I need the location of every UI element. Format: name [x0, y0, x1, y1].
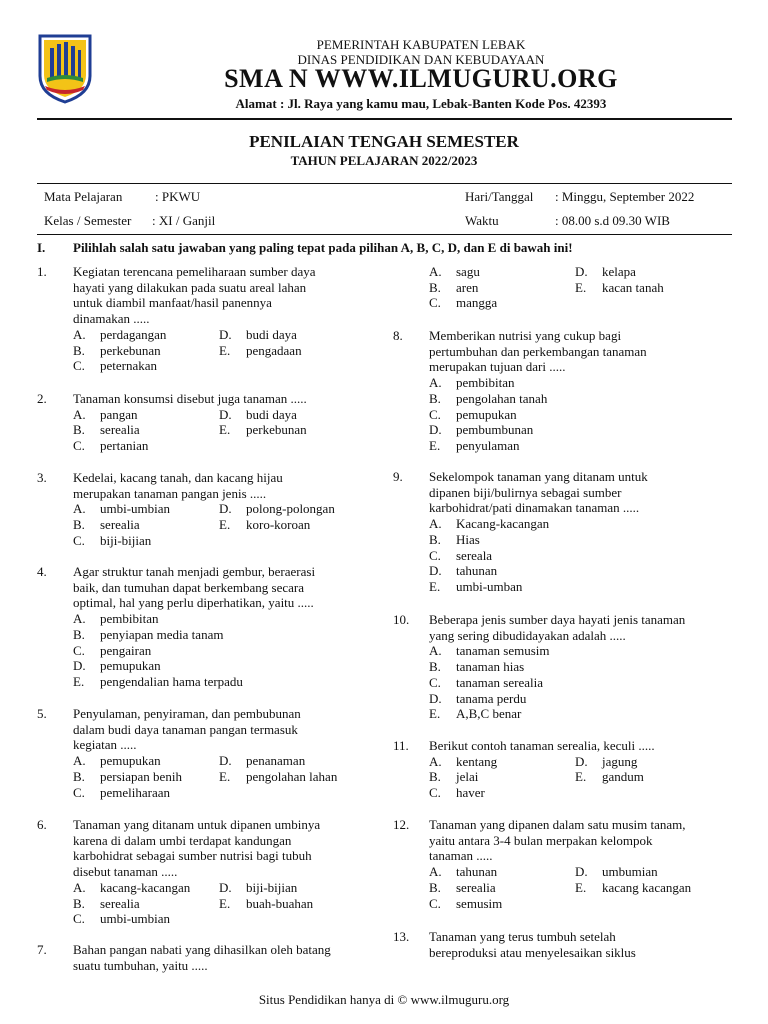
- question-text: Sekelompok tanaman yang ditanam untuk: [429, 469, 648, 484]
- question-text: pertumbuhan dan perkembangan tanaman: [429, 343, 647, 359]
- option-text: budi daya: [246, 326, 297, 342]
- option-letter: C.: [73, 532, 85, 548]
- option-letter: E.: [575, 279, 587, 295]
- option-letter: C.: [429, 895, 441, 911]
- option-text: kacang kacangan: [602, 879, 692, 895]
- question-text: Beberapa jenis sumber daya hayati jenis tanaman: [429, 612, 686, 627]
- option-letter: A.: [429, 643, 442, 659]
- info-bottom-divider: [37, 234, 732, 235]
- option-text: pengadaan: [246, 342, 302, 358]
- question-text: Penyulaman, penyiraman, dan pembubunan: [73, 706, 301, 721]
- question-number: 13.: [393, 929, 410, 944]
- option-letter: B.: [429, 531, 441, 547]
- option-letter: B.: [429, 279, 441, 295]
- option-text: penyulaman: [456, 437, 520, 453]
- question-text: karbohidrat sebagai sumber nutrisi bagi tubuh: [73, 848, 312, 864]
- option-text: tanaman semusim: [456, 643, 550, 659]
- option-text: pengairan: [100, 642, 152, 658]
- option-letter: A.: [73, 406, 86, 422]
- option-text: semusim: [456, 895, 503, 911]
- option-text: serealia: [100, 422, 140, 438]
- option-letter: A.: [73, 753, 86, 769]
- question-text: Berikut contoh tanaman serealia, keculi .....: [429, 738, 655, 753]
- question-text: Tanaman konsumsi disebut juga tanaman .....: [73, 391, 307, 406]
- option-letter: D.: [219, 753, 232, 769]
- government-name: PEMERINTAH KABUPATEN LEBAK: [316, 37, 526, 52]
- option-text: pengolahan lahan: [246, 768, 338, 784]
- option-letter: E.: [429, 437, 441, 453]
- option-text: gandum: [602, 769, 644, 785]
- school-name: SMA N WWW.ILMUGURU.ORG: [224, 64, 618, 93]
- question-text: karena di dalam umbi terdapat kandungan: [73, 832, 292, 848]
- day-value: : Minggu, September 2022: [555, 189, 695, 204]
- option-text: sagu: [456, 264, 480, 279]
- info-top-divider: [37, 183, 732, 184]
- question-text: Tanaman yang dipanen dalam satu musim tanam,: [429, 817, 686, 832]
- option-text: pengolahan tanah: [456, 390, 548, 406]
- option-text: kacan tanah: [602, 279, 664, 295]
- option-letter: A.: [73, 879, 86, 895]
- exam-title: PENILAIAN TENGAH SEMESTER: [249, 132, 519, 151]
- question-number: 12.: [393, 817, 410, 832]
- question-text: dalam budi daya tanaman pangan termasuk: [73, 721, 298, 737]
- question-text: dipanen biji/bulirnya sebagai sumber: [429, 484, 622, 500]
- question-number: 7.: [37, 942, 47, 957]
- option-letter: B.: [73, 895, 85, 911]
- option-letter: B.: [73, 768, 85, 784]
- option-text: jelai: [456, 769, 479, 785]
- option-text: kelapa: [602, 264, 636, 279]
- question-text: bereproduksi atau menyelesaikan siklus: [429, 944, 636, 960]
- question-text: optimal, hal yang perlu diperhatikan, yaitu .....: [73, 595, 314, 611]
- option-text: polong-polongan: [246, 501, 335, 517]
- question-text: merupakan tanaman pangan jenis .....: [73, 485, 267, 501]
- option-text: koro-koroan: [246, 517, 311, 533]
- option-text: pemupukan: [100, 658, 161, 674]
- option-text: serealia: [100, 895, 140, 911]
- class-value: : XI / Ganjil: [152, 213, 216, 228]
- option-text: tahunan: [456, 864, 498, 880]
- question-text: suatu tumbuhan, yaitu .....: [73, 957, 208, 973]
- option-letter: A.: [73, 611, 86, 627]
- option-text: buah-buahan: [246, 895, 314, 911]
- option-text: umbi-umbian: [100, 911, 171, 927]
- option-letter: C.: [429, 406, 441, 422]
- option-text: kentang: [456, 753, 498, 769]
- option-text: kacang-kacangan: [100, 879, 191, 895]
- option-text: umbumian: [602, 864, 658, 880]
- option-text: Hias: [456, 531, 480, 547]
- option-letter: D.: [575, 864, 588, 880]
- option-letter: A.: [429, 375, 442, 391]
- option-letter: E.: [575, 769, 587, 785]
- option-letter: E.: [219, 895, 231, 911]
- question-text: yaitu antara 3-4 bulan merpakan kelompok: [429, 832, 653, 848]
- option-letter: A.: [429, 264, 442, 279]
- option-text: tanama perdu: [456, 690, 527, 706]
- question-text: Bahan pangan nabati yang dihasilkan oleh batang: [73, 942, 331, 957]
- question-text: hayati yang dilakukan pada suatu areal lahan: [73, 279, 307, 295]
- option-text: pangan: [100, 406, 138, 422]
- option-text: pembibitan: [100, 611, 159, 627]
- question-text: untuk diambil manfaat/hasil panennya: [73, 295, 272, 311]
- time-value: : 08.00 s.d 09.30 WIB: [555, 213, 670, 228]
- option-letter: C.: [429, 295, 441, 311]
- option-letter: A.: [429, 864, 442, 880]
- department-name: DINAS PENDIDIKAN DAN KEBUDAYAAN: [297, 52, 545, 67]
- option-letter: D.: [575, 753, 588, 769]
- question-number: 3.: [37, 470, 47, 485]
- question-number: 1.: [37, 264, 47, 279]
- option-text: haver: [456, 785, 485, 801]
- question-text: Kedelai, kacang tanah, dan kacang hijau: [73, 470, 283, 485]
- option-text: serealia: [100, 517, 140, 533]
- question-number: 10.: [393, 612, 410, 627]
- option-letter: D.: [429, 422, 442, 438]
- header-divider: [37, 118, 732, 120]
- option-letter: E.: [219, 342, 231, 358]
- option-letter: C.: [73, 438, 85, 454]
- question-text: yang sering dibudidayakan adalah .....: [429, 627, 626, 643]
- option-letter: A.: [73, 501, 86, 517]
- option-text: pengendalian hama terpadu: [100, 673, 243, 689]
- option-letter: B.: [73, 626, 85, 642]
- question-number: 2.: [37, 391, 47, 406]
- option-text: A,B,C benar: [456, 706, 522, 722]
- section-number: I.: [37, 240, 46, 255]
- option-letter: A.: [429, 516, 442, 532]
- question-text: Memberikan nutrisi yang cukup bagi: [429, 328, 622, 343]
- option-text: perdagangan: [100, 326, 167, 342]
- option-text: sereala: [456, 547, 493, 563]
- option-letter: C.: [73, 642, 85, 658]
- option-letter: C.: [73, 784, 85, 800]
- question-text: disebut tanaman .....: [73, 864, 178, 880]
- option-text: mangga: [456, 295, 498, 311]
- question-text: merupakan tujuan dari .....: [429, 359, 566, 375]
- option-letter: B.: [429, 659, 441, 675]
- option-letter: D.: [219, 501, 232, 517]
- class-label: Kelas / Semester: [44, 213, 132, 228]
- option-letter: B.: [73, 422, 85, 438]
- option-letter: D.: [429, 690, 442, 706]
- exam-year: TAHUN PELAJARAN 2022/2023: [290, 153, 478, 168]
- option-letter: E.: [575, 879, 587, 895]
- subject-value: : PKWU: [155, 189, 201, 204]
- question-text: Tanaman yang ditanam untuk dipanen umbinya: [73, 817, 321, 832]
- option-letter: D.: [219, 326, 232, 342]
- day-label: Hari/Tanggal: [465, 189, 534, 204]
- option-text: biji-bijian: [100, 532, 152, 548]
- option-text: umbi-umbian: [100, 501, 171, 517]
- option-text: peternakan: [100, 358, 158, 374]
- question-number: 5.: [37, 706, 47, 721]
- option-text: persiapan benih: [100, 768, 182, 784]
- option-letter: C.: [429, 674, 441, 690]
- question-text: tanaman .....: [429, 848, 493, 864]
- option-text: tanaman hias: [456, 659, 525, 675]
- option-text: serealia: [456, 879, 496, 895]
- question-number: 4.: [37, 564, 47, 579]
- option-letter: C.: [73, 358, 85, 374]
- option-letter: C.: [429, 785, 441, 801]
- option-text: biji-bijian: [246, 879, 298, 895]
- option-letter: B.: [429, 390, 441, 406]
- option-text: pertanian: [100, 438, 149, 454]
- option-text: penanaman: [246, 753, 306, 769]
- option-letter: E.: [73, 673, 85, 689]
- option-text: pemeliharaan: [100, 784, 171, 800]
- option-text: pembumbunan: [456, 422, 534, 438]
- question-text: Kegiatan terencana pemeliharaan sumber daya: [73, 264, 316, 279]
- question-text: kegiatan .....: [73, 737, 137, 753]
- option-text: tanaman serealia: [456, 674, 543, 690]
- option-text: jagung: [602, 753, 638, 769]
- option-letter: D.: [219, 406, 232, 422]
- question-number: 6.: [37, 817, 47, 832]
- option-letter: D.: [73, 658, 86, 674]
- question-text: Tanaman yang terus tumbuh setelah: [429, 929, 616, 944]
- footer-credit: Situs Pendidikan hanya di © www.ilmuguru.org: [258, 992, 510, 1007]
- option-text: pembibitan: [456, 375, 515, 391]
- option-letter: C.: [429, 547, 441, 563]
- option-letter: E.: [429, 706, 441, 722]
- option-text: pemupukan: [456, 406, 517, 422]
- question-number: 11.: [393, 738, 409, 753]
- option-text: umbi-umban: [456, 578, 523, 594]
- option-text: Kacang-kacangan: [456, 516, 550, 532]
- question-number: 8.: [393, 328, 403, 343]
- option-letter: E.: [219, 422, 231, 438]
- option-text: pemupukan: [100, 753, 161, 769]
- option-letter: E.: [219, 517, 231, 533]
- option-letter: B.: [429, 769, 441, 785]
- question-text: baik, dan tumuhan dapat berkembang secara: [73, 579, 305, 595]
- time-label: Waktu: [465, 213, 499, 228]
- question-number: 9.: [393, 469, 403, 484]
- option-text: tahunan: [456, 563, 498, 579]
- option-letter: B.: [73, 517, 85, 533]
- option-text: perkebunan: [246, 422, 307, 438]
- option-text: perkebunan: [100, 342, 161, 358]
- option-letter: A.: [429, 753, 442, 769]
- option-letter: A.: [73, 326, 86, 342]
- question-text: dinamakan .....: [73, 311, 150, 327]
- question-text: Agar struktur tanah menjadi gembur, beraerasi: [73, 564, 316, 579]
- option-letter: E.: [429, 578, 441, 594]
- subject-label: Mata Pelajaran: [44, 189, 123, 204]
- option-letter: D.: [219, 879, 232, 895]
- option-letter: D.: [429, 563, 442, 579]
- option-letter: B.: [73, 342, 85, 358]
- option-text: budi daya: [246, 406, 297, 422]
- section-instruction: Pilihlah salah satu jawaban yang paling tepat pada pilihan A, B, C, D, dan E di bawah ini!: [73, 240, 573, 255]
- option-letter: E.: [219, 768, 231, 784]
- option-letter: C.: [73, 911, 85, 927]
- question-text: karbohidrat/pati dinamakan tanaman .....: [429, 500, 640, 516]
- option-text: aren: [456, 279, 479, 295]
- option-text: penyiapan media tanam: [100, 626, 224, 642]
- option-letter: D.: [575, 264, 588, 279]
- school-address: Alamat : Jl. Raya yang kamu mau, Lebak-Banten Kode Pos. 42393: [235, 96, 607, 111]
- option-letter: B.: [429, 879, 441, 895]
